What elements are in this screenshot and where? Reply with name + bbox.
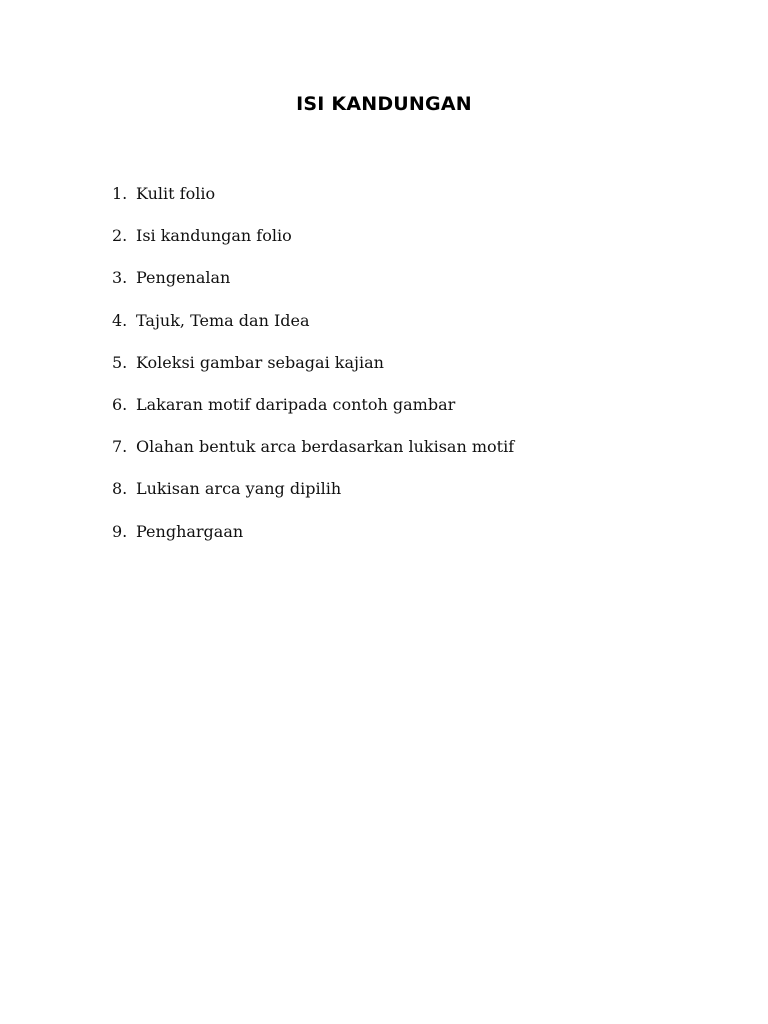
list-item-label: Lakaran motif daripada contoh gambar bbox=[136, 394, 456, 414]
list-item-number: 9. bbox=[112, 521, 128, 541]
list-item-number: 1. bbox=[112, 184, 128, 203]
list-item-label: Lukisan arca yang dipilih bbox=[136, 479, 342, 499]
list-item bbox=[112, 435, 514, 477]
list-item bbox=[112, 224, 514, 266]
list-item-label: Pengenalan bbox=[136, 268, 231, 288]
list-item bbox=[112, 520, 514, 562]
list-item bbox=[112, 351, 514, 393]
list-item-number: 2. bbox=[112, 226, 128, 246]
table-of-contents bbox=[112, 182, 514, 562]
list-item-number: 7. bbox=[112, 437, 128, 457]
page-title: ISI KANDUNGAN bbox=[296, 93, 472, 115]
list-item-number: 8. bbox=[112, 479, 128, 499]
list-item bbox=[112, 477, 514, 519]
list-item bbox=[112, 182, 514, 224]
list-item-number: 3. bbox=[112, 268, 128, 288]
list-item-number: 4. bbox=[112, 310, 128, 330]
list-item-number: 5. bbox=[112, 352, 128, 372]
list-item bbox=[112, 309, 514, 351]
list-item bbox=[112, 266, 514, 308]
list-item-number: 6. bbox=[112, 394, 128, 414]
list-item bbox=[112, 393, 514, 435]
list-item-label: Olahan bentuk arca berdasarkan lukisan motif bbox=[136, 437, 515, 457]
list-item-label: Penghargaan bbox=[136, 521, 244, 541]
list-item-label: Isi kandungan folio bbox=[136, 226, 292, 246]
list-item-label: Kulit folio bbox=[136, 184, 216, 203]
list-item-label: Koleksi gambar sebagai kajian bbox=[136, 352, 384, 372]
list-item-label: Tajuk, Tema dan Idea bbox=[136, 310, 310, 330]
